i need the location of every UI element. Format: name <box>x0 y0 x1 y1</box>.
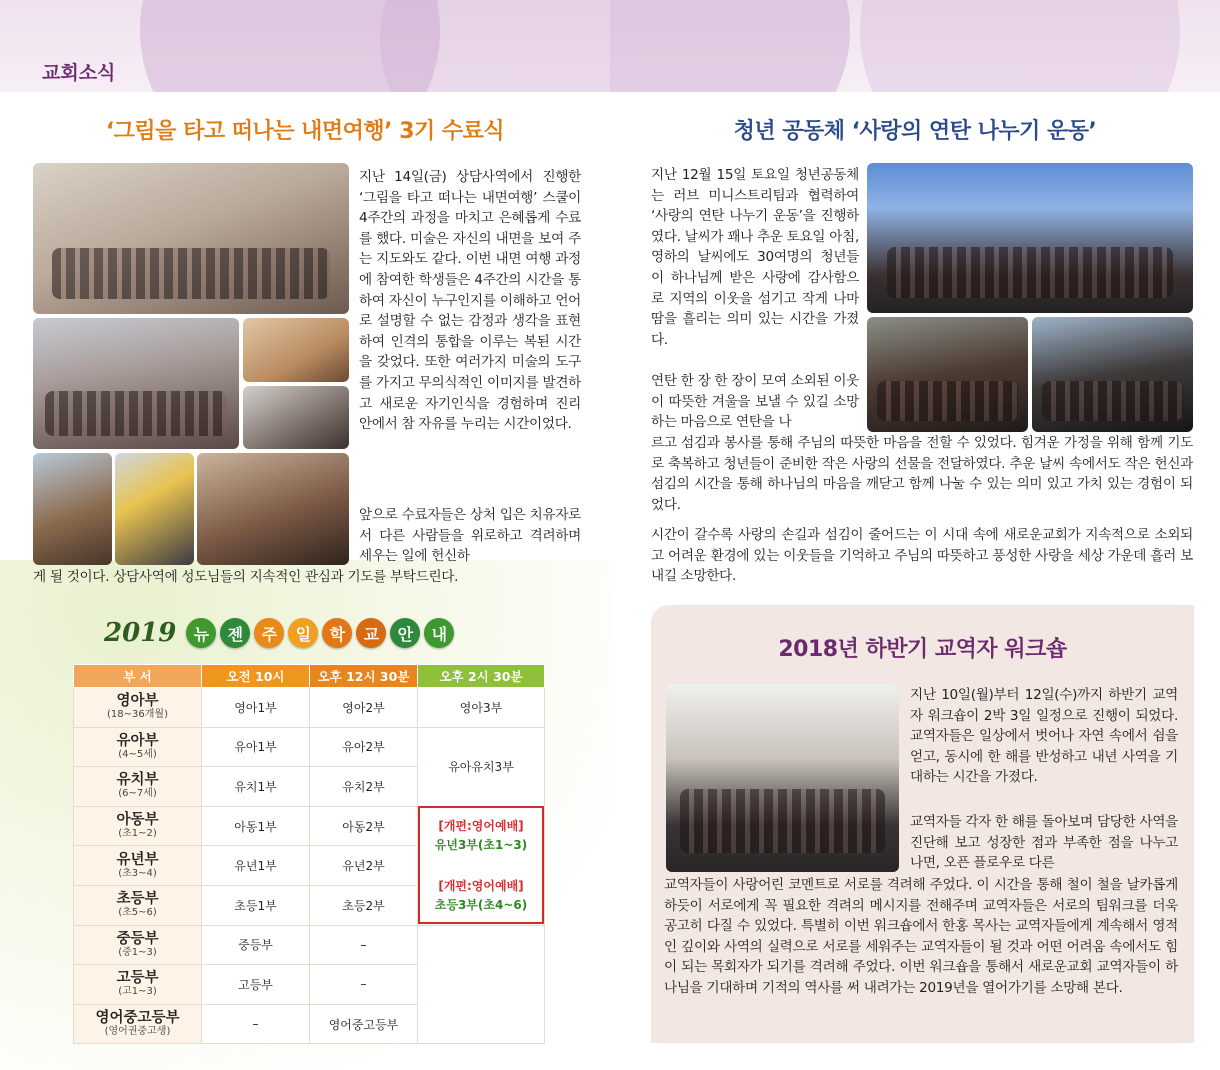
dept-name: 중등부 <box>116 930 159 947</box>
mask-photo <box>115 453 194 565</box>
banner-char: 학 <box>322 618 352 648</box>
article-paragraph: 게 될 것이다. 상담사역에 성도님들의 지속적인 관심과 기도를 부탁드린다. <box>33 569 459 585</box>
reorg-child: 유년3부(초1~3) <box>434 838 528 852</box>
table-header-row <box>74 665 545 688</box>
dept-name: 고등부 <box>116 970 159 987</box>
time-cell-merged: 유아유치3부 <box>418 727 545 806</box>
dept-name: 유치부 <box>116 772 159 789</box>
time-cell: 아동1부 <box>202 806 310 846</box>
time-cell: 아동2부 <box>310 806 418 846</box>
workshop-title: 2018년 하반기 교역자 워크숍 <box>778 637 1067 662</box>
banner-char: 일 <box>288 618 318 648</box>
time-cell: 영아2부 <box>310 688 418 728</box>
art-photo <box>33 453 112 565</box>
table-row <box>74 688 545 728</box>
header-band <box>610 0 1220 92</box>
time-cell: 고등부 <box>202 965 310 1005</box>
time-cell: 유치2부 <box>310 767 418 807</box>
coal-delivery-photo <box>867 317 1028 432</box>
reorg-elem: 초등3부(초4~6) <box>434 898 528 912</box>
reorg-label: [개편:영어예배] <box>438 879 524 893</box>
time-cell: 중등부 <box>202 925 310 965</box>
dept-name: 영아부 <box>116 693 159 710</box>
time-cell: – <box>310 925 418 965</box>
group-photo <box>33 318 239 449</box>
banner-char: 안 <box>390 618 420 648</box>
dept-age: (4~5세) <box>118 748 157 760</box>
coal-stack-photo <box>1032 317 1193 432</box>
time-cell: 영어중고등부 <box>310 1004 418 1044</box>
time-cell-empty <box>418 925 545 1044</box>
reorg-box <box>418 806 544 924</box>
dept-cell <box>74 727 202 767</box>
workshop-paragraph: 교역자들이 사랑어린 코멘트로 서로를 격려해 주었다. 이 시간을 통해 철이 철을 날카롭게 하듯이 서로에게 꼭 필요한 격려의 메시지를 전해주며 교역자들은 서로의 팀워크를 더욱 공고히 다질 수 있었다. 특별히 이번 워크숍에서 한홍 목사는 교역자들에게 계속해서 영적인 깊이와 사역의 실력으로 서로를 세워주는 교역자들이 될 것과 어떤 어려움 속에서도 힘이 되는 목회자가 되기를 격려해 주었다. 이번 워크숍을 통해서 새로운교회 교역자들이 하나님을 기대하며 기적의 역사를 써 내려가는 2019년을 열어가기를 소망해 본다. <box>664 877 1178 996</box>
sunday-school-banner <box>104 618 454 648</box>
dept-cell <box>74 767 202 807</box>
article-paragraph: 연탄 한 장 한 장이 모여 소외된 이웃이 따뜻한 겨울을 보낼 수 있길 소망하는 마음으로 연탄을 나 <box>651 373 859 431</box>
table-row <box>74 925 545 965</box>
dept-cell <box>74 806 202 846</box>
dept-age: (초3~4) <box>118 867 157 879</box>
dept-cell <box>74 688 202 728</box>
dept-cell <box>74 846 202 886</box>
dept-name: 아동부 <box>116 812 159 829</box>
dept-name: 유아부 <box>116 732 159 749</box>
article-paragraph: 지난 12월 15일 토요일 청년공동체는 러브 미니스트리팀과 협력하여 ‘사랑의 연탄 나누기 운동’을 진행하였다. 날씨가 꽤나 추운 토요일 아침, 영하의 날씨에도 30여명의 청년들이 하나님께 받은 사랑에 감사함으로 지역의 이웃을 섬기고 작게 나마 땀을 흘리는 의미 있는 시간을 가졌다. <box>651 167 859 348</box>
article-paragraph: 시간이 갈수록 사랑의 손길과 섬김이 줄어드는 이 시대 속에 새로운교회가 지속적으로 소외되고 어려운 환경에 있는 이웃들을 기억하고 주님의 따뜻하고 풍성한 사랑을 세상 가운데 흘러 보내길 소망한다. <box>651 527 1193 585</box>
dept-name: 영어중고등부 <box>95 1010 180 1027</box>
time-cell: 유아1부 <box>202 727 310 767</box>
dept-cell <box>74 965 202 1005</box>
dept-cell <box>74 925 202 965</box>
article-paragraph: 앞으로 수료자들은 상처 입은 치유자로서 다른 사람들을 위로하고 격려하며 세우는 일에 헌신하 <box>359 507 581 565</box>
time-cell: – <box>202 1004 310 1044</box>
dept-name: 초등부 <box>116 891 159 908</box>
dept-cell <box>74 1004 202 1044</box>
presenter-photo <box>197 453 349 565</box>
staff-group-photo <box>666 684 899 872</box>
dept-cell <box>74 885 202 925</box>
volunteers-group-photo <box>867 163 1193 313</box>
article-paragraph: 지난 14일(금) 상담사역에서 진행한 ‘그림을 타고 떠나는 내면여행’ 스쿨이 4주간의 과정을 마치고 은혜롭게 수료를 했다. 미술은 자신의 내면을 보여 주는 지도와도 같다. 이번 내면 여행 과정에 참여한 학생들은 4주간의 시간을 통하여 자신이 누구인지를 이해하고 언어로 설명할 수 없는 감정과 생각을 표현하여 인격의 통합을 이루는 복된 시간을 갖었다. 또한 여러가지 미술의 도구를 가지고 무의식적인 이미지를 발견하고 새로운 자기인식을 경험하며 진리 안에서 참 자유를 누리는 시간이었다. <box>359 169 581 433</box>
time-cell: 유아2부 <box>310 727 418 767</box>
time-cell: 유년1부 <box>202 846 310 886</box>
banner-char: 주 <box>254 618 284 648</box>
column-header: 오후 12시 30분 <box>310 665 418 688</box>
decor-circle <box>610 0 850 92</box>
dept-age: (초1~2) <box>118 828 157 840</box>
workshop-paragraph: 교역자들 각자 한 해를 돌아보며 담당한 사역을 진단해 보고 성장한 점과 부족한 점을 나누고 나면, 오픈 플로우로 다른 <box>910 814 1178 872</box>
dept-age: (영어권중고생) <box>104 1026 171 1038</box>
banner-char: 교 <box>356 618 386 648</box>
student-photo <box>243 386 349 449</box>
dept-age: (18~36개월) <box>107 709 168 721</box>
time-cell: 초등1부 <box>202 885 310 925</box>
article-paragraph: 르고 섬김과 봉사를 통해 주님의 따뜻한 마음을 전할 수 있었다. 힘겨운 가정을 위해 함께 기도로 축복하고 청년들이 준비한 작은 사랑의 선물을 전달하였다. 추운 날씨 속에서도 작은 헌신과 섬김의 시간을 통해 하나님의 마음을 깨닫고 함께 나눌 수 있는 의미 있고 가치 있는 경험이 되었다. <box>651 435 1193 513</box>
banner-char: 젠 <box>220 618 250 648</box>
time-cell: 초등2부 <box>310 885 418 925</box>
column-header: 부 서 <box>74 665 202 688</box>
workshop-paragraph: 지난 10일(월)부터 12일(수)까지 하반기 교역자 워크숍이 2박 3일 일정으로 진행이 되었다. 교역자들은 일상에서 벗어나 자연 속에서 쉼을 얻고, 동시에 한 해를 반성하고 내년 사역을 기대하는 시간을 가졌다. <box>910 687 1178 786</box>
column-header: 오후 2시 30분 <box>418 665 545 688</box>
banner-year: 2019 <box>104 618 177 648</box>
time-cell: 유년2부 <box>310 846 418 886</box>
time-cell: – <box>310 965 418 1005</box>
column-header: 오전 10시 <box>202 665 310 688</box>
banner-char: 내 <box>424 618 454 648</box>
decor-circle <box>860 0 1180 92</box>
dept-age: (고1~3) <box>118 986 157 998</box>
reorg-label: [개편:영어예배] <box>438 819 524 833</box>
dept-age: (중1~3) <box>118 946 157 958</box>
article-title: 청년 공동체 ‘사랑의 연탄 나누기 운동’ <box>733 119 1097 144</box>
time-cell: 영아1부 <box>202 688 310 728</box>
table-row <box>74 727 545 767</box>
dept-name: 유년부 <box>116 851 159 868</box>
time-cell: 유치1부 <box>202 767 310 807</box>
class-photo <box>33 163 349 314</box>
banner-char: 뉴 <box>186 618 216 648</box>
dept-age: (6~7세) <box>118 788 157 800</box>
article-title: ‘그림을 타고 떠나는 내면여행’ 3기 수료식 <box>105 119 505 144</box>
decor-circle <box>380 0 610 92</box>
time-cell: 영아3부 <box>418 688 545 728</box>
section-label: 교회소식 <box>42 62 116 84</box>
painting-photo <box>243 318 349 382</box>
dept-age: (초5~6) <box>118 907 157 919</box>
